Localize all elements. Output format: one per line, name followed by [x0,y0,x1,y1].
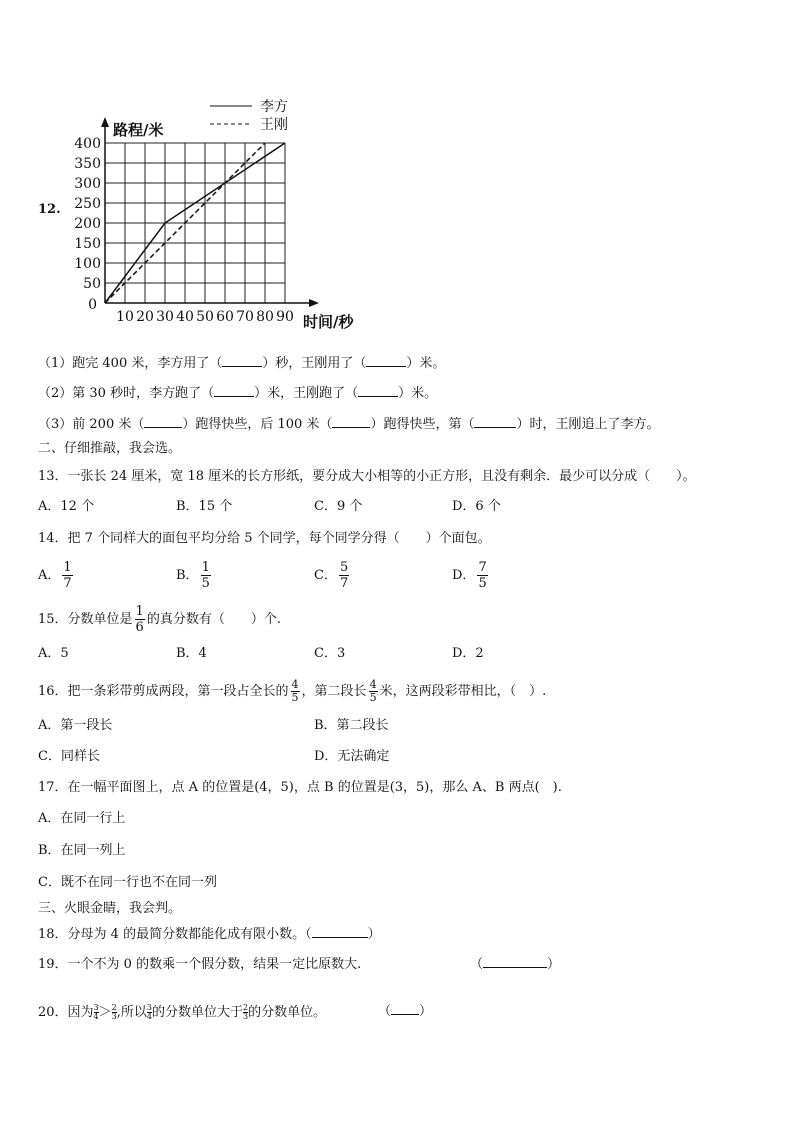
x-tick-label: 30 [156,309,174,325]
question-text: 18．分母为 4 的最简分数都能化成有限小数。（ ） [38,927,381,942]
section-heading: 二、仔细推敲，我会选。 [38,441,182,456]
x-tick-label: 70 [236,309,254,325]
y-tick-label: 350 [74,156,101,172]
option-b[interactable]: B．15 个 [176,499,233,514]
y-axis-label: 路程/米 [113,121,164,139]
question-text: 20．因为 $\frac{3}{4}$ ＞ $\frac{2}{3}$ ,所以 $\frac{3}{4}$ 的分数单位大于 $\frac{2}{3}$ 的分数单位。 [38,1003,327,1021]
legend-label: 李方 [260,99,288,115]
y-axis-arrow [101,117,109,127]
question-text: 19．一个不为 0 的数乘一个假分数，结果一定比原数大. [38,957,362,972]
distance-time-chart [74,88,370,338]
legend-label: 王刚 [260,117,288,133]
x-tick-label: 80 [256,309,274,325]
y-tick-label: 100 [74,256,101,272]
x-axis-arrow [309,299,319,307]
x-tick-label: 40 [176,309,194,325]
option-b[interactable]: B．第二段长 [314,718,389,733]
option-d[interactable]: D．无法确定 [314,749,390,764]
option-c[interactable]: C．9 个 [314,499,363,514]
section-heading: 三、火眼金睛，我会判。 [38,901,182,916]
x-tick-label: 20 [136,309,154,325]
q12-sub1: （1）跑完 400 米，李方用了（ ）秒，王刚用了（ ）米。 [38,356,446,371]
option-a[interactable]: A．在同一行上 [38,811,126,826]
question-text: 13．一张长 24 厘米，宽 18 厘米的长方形纸，要分成大小相等的小正方形，且没有剩余．最少可以分成（ ）。 [38,469,696,484]
option-b[interactable]: B．4 [176,646,207,661]
x-tick-label: 90 [276,309,294,325]
option-c[interactable]: C．既不在同一行也不在同一列 [38,875,217,890]
x-axis-label: 时间/秒 [303,313,354,331]
y-tick-label: 250 [74,196,101,212]
x-tick-label: 10 [116,309,134,325]
question-text: 14．把 7 个同样大的面包平均分给 5 个同学，每个同学分得（ ）个面包。 [38,531,491,546]
answer-blank[interactable]: （ ） [378,1004,433,1019]
option-c[interactable]: C．3 [314,646,346,661]
option-c[interactable]: C．同样长 [38,749,100,764]
answer-blank[interactable]: （ ） [470,957,561,972]
question-text: 16．把一条彩带剪成两段，第一段占全长的 $\frac{4}{5}$ ，第二段长 $\frac{4}{5}$ 米，这两段彩带相比，（ ）. [38,678,547,704]
option-a[interactable]: A． $\frac{1}{7}$ [38,560,72,591]
y-tick-label: 150 [74,236,101,252]
option-b[interactable]: B． $\frac{1}{5}$ [176,560,210,591]
option-d[interactable]: D．6 个 [452,499,501,514]
option-b[interactable]: B．在同一列上 [38,843,126,858]
x-tick-label: 60 [216,309,234,325]
question-text: 17．在一幅平面图上，点 A 的位置是(4，5)，点 B 的位置是(3，5)，那么 A、B 两点( ). [38,780,562,795]
y-tick-label: 300 [74,176,101,192]
y-tick-label: 400 [74,136,101,152]
option-d[interactable]: D． $\frac{7}{5}$ [452,560,487,591]
q12-sub3: （3）前 200 米（ ）跑得快些，后 100 米（ ）跑得快些，第（ ）时，王刚追上了李方。 [38,417,660,432]
option-d[interactable]: D．2 [452,646,484,661]
option-a[interactable]: A．5 [38,646,69,661]
q12-sub2: （2）第 30 秒时，李方跑了（ ）米，王刚跑了（ ）米。 [38,386,438,401]
y-tick-label: 50 [83,276,101,292]
y-tick-label: 200 [74,216,101,232]
option-a[interactable]: A．12 个 [38,499,95,514]
question-text: 15．分数单位是 $\frac{1}{6}$ 的真分数有（ ）个. [38,604,281,635]
x-tick-label: 50 [196,309,214,325]
option-a[interactable]: A．第一段长 [38,718,113,733]
option-c[interactable]: C． $\frac{5}{7}$ [314,560,349,591]
origin-label: 0 [88,297,97,313]
question-number: 12. [38,202,61,217]
